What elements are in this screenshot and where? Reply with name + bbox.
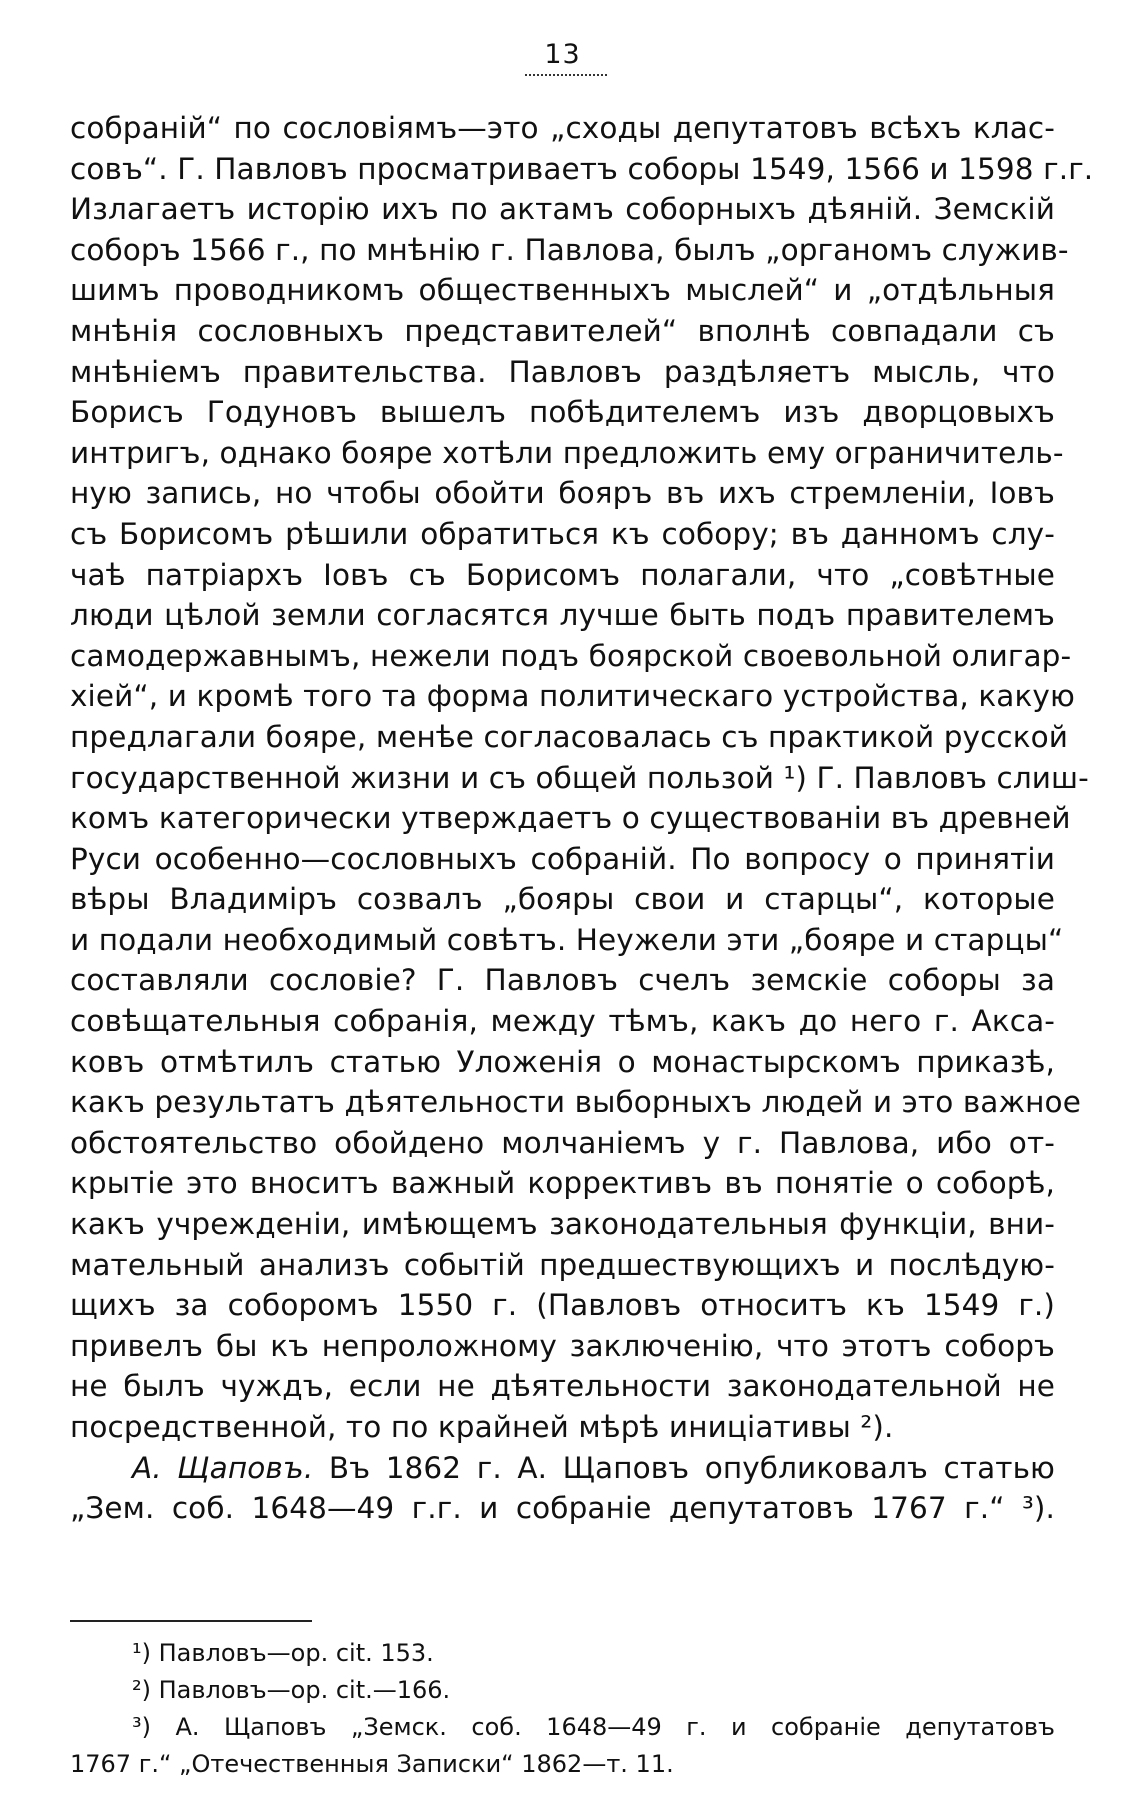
text-line: Излагаетъ исторію ихъ по актамъ соборныхъ дѣяній. Земскій: [70, 192, 1055, 227]
text-line: самодержавнымъ, нежели подъ боярской своевольной олигар-: [70, 638, 1072, 673]
text-line: интригъ, однако бояре хотѣли предложить ему ограничитель-: [70, 435, 1064, 470]
footnote-1: [70, 1635, 1055, 1672]
footnote-text: Павловъ—ор. cit.—166.: [158, 1676, 451, 1704]
footnote-text: А. Щаповъ „Земск. соб. 1648—49 г. и собраніе депутатовъ: [175, 1713, 1055, 1741]
text-line: предлагали бояре, менѣе согласовалась съ практикой русской: [70, 719, 1069, 754]
text-line: привелъ бы къ непроложному заключенію, что этотъ соборъ: [70, 1328, 1055, 1363]
text-line: чаѣ патріархъ Іовъ съ Борисомъ полагали, что „совѣтные: [70, 557, 1055, 592]
main-text: [70, 108, 1094, 1529]
text-line: вѣры Владиміръ созвалъ „бояры свои и старцы“, которые: [70, 882, 1055, 917]
text-line: ковъ отмѣтилъ статью Уложенія о монастырскомъ приказѣ,: [70, 1044, 1055, 1079]
footnotes: [70, 1635, 1055, 1783]
text-line: соборъ 1566 г., по мнѣнію г. Павлова, былъ „органомъ служив-: [70, 232, 1069, 267]
text-line: комъ категорически утверждаетъ о существованіи въ древней: [70, 801, 1071, 836]
text-line: мательный анализъ событій предшествующихъ и послѣдую-: [70, 1247, 1055, 1282]
text-line: хіей“, и кромѣ того та форма политическаго устройства, какую: [70, 679, 1075, 714]
text-line: какъ учрежденіи, имѣющемъ законодательныя функціи, вни-: [70, 1207, 1055, 1242]
footnote-divider: [70, 1620, 312, 1622]
text-line: щихъ за соборомъ 1550 г. (Павловъ относитъ къ 1549 г.): [70, 1288, 1055, 1323]
text-line: Руси особенно—сословныхъ собраній. По вопросу о принятіи: [70, 841, 1055, 876]
footnote-mark: ³): [132, 1713, 151, 1741]
footnote-text: 1767 г.“ „Отечественныя Записки“ 1862—т. 11.: [70, 1750, 674, 1778]
footnote-mark: ¹): [132, 1639, 151, 1667]
footnote-2: [70, 1672, 1055, 1709]
text-line: мнѣніемъ правительства. Павловъ раздѣляетъ мысль, что: [70, 354, 1055, 389]
footnote-mark: ²): [132, 1676, 151, 1704]
text-line: обстоятельство обойдено молчаніемъ у г. Павлова, ибо от-: [70, 1125, 1055, 1160]
text-line: собраній“ по сословіямъ—это „сходы депутатовъ всѣхъ клас-: [70, 111, 1055, 145]
text-line: совъ“. Г. Павловъ просматриваетъ соборы 1549, 1566 и 1598 г.г.: [70, 151, 1094, 186]
text-line: и подали необходимый совѣтъ. Неужели эти „бояре и старцы“: [70, 922, 1064, 957]
text-line: мнѣнія сословныхъ представителей“ вполнѣ совпадали съ: [70, 313, 1055, 348]
text-line: ную запись, но чтобы обойти бояръ въ ихъ стремленіи, Іовъ: [70, 476, 1055, 511]
footnote-text: Павловъ—ор. cit. 153.: [158, 1639, 434, 1667]
book-page: [70, 30, 1094, 1780]
text-line: люди цѣлой земли согласятся лучше быть подъ правителемъ: [70, 598, 1055, 633]
section-second-line: „Зем. соб. 1648—49 г.г. и собраніе депутатовъ 1767 г.“ ³).: [70, 1491, 1055, 1526]
text-line: не былъ чуждъ, если не дѣятельности законодательной не: [70, 1369, 1055, 1404]
section-first-line: [70, 1448, 1055, 1489]
text-line: крытіе это вноситъ важный коррективъ въ понятіе о соборѣ,: [70, 1166, 1055, 1201]
text-line: государственной жизни и съ общей пользой ¹) Г. Павловъ слиш-: [70, 760, 1089, 795]
section-author: А. Щаповъ.: [132, 1450, 314, 1485]
text-line: совѣщательныя собранія, между тѣмъ, какъ до него г. Акса-: [70, 1004, 1055, 1039]
text-line: составляли сословіе? Г. Павловъ счелъ земскіе соборы за: [70, 963, 1055, 998]
text-line: Борисъ Годуновъ вышелъ побѣдителемъ изъ дворцовыхъ: [70, 395, 1055, 430]
section-text: Въ 1862 г. А. Щаповъ опубликовалъ статью: [328, 1450, 1055, 1485]
paragraph-end-line: посредственной, то по крайней мѣрѣ иниціативы ²).: [70, 1410, 894, 1444]
footnote-3: [70, 1709, 1055, 1746]
text-line: съ Борисомъ рѣшили обратиться къ собору; въ данномъ слу-: [70, 516, 1055, 551]
page-number: 13: [544, 39, 581, 70]
text-line: какъ результатъ дѣятельности выборныхъ людей и это важное: [70, 1085, 1081, 1120]
text-line: шимъ проводникомъ общественныхъ мыслей“ и „отдѣльныя: [70, 273, 1055, 308]
footnote-3-continued: [70, 1746, 1055, 1783]
page-number-underline: [525, 74, 607, 76]
